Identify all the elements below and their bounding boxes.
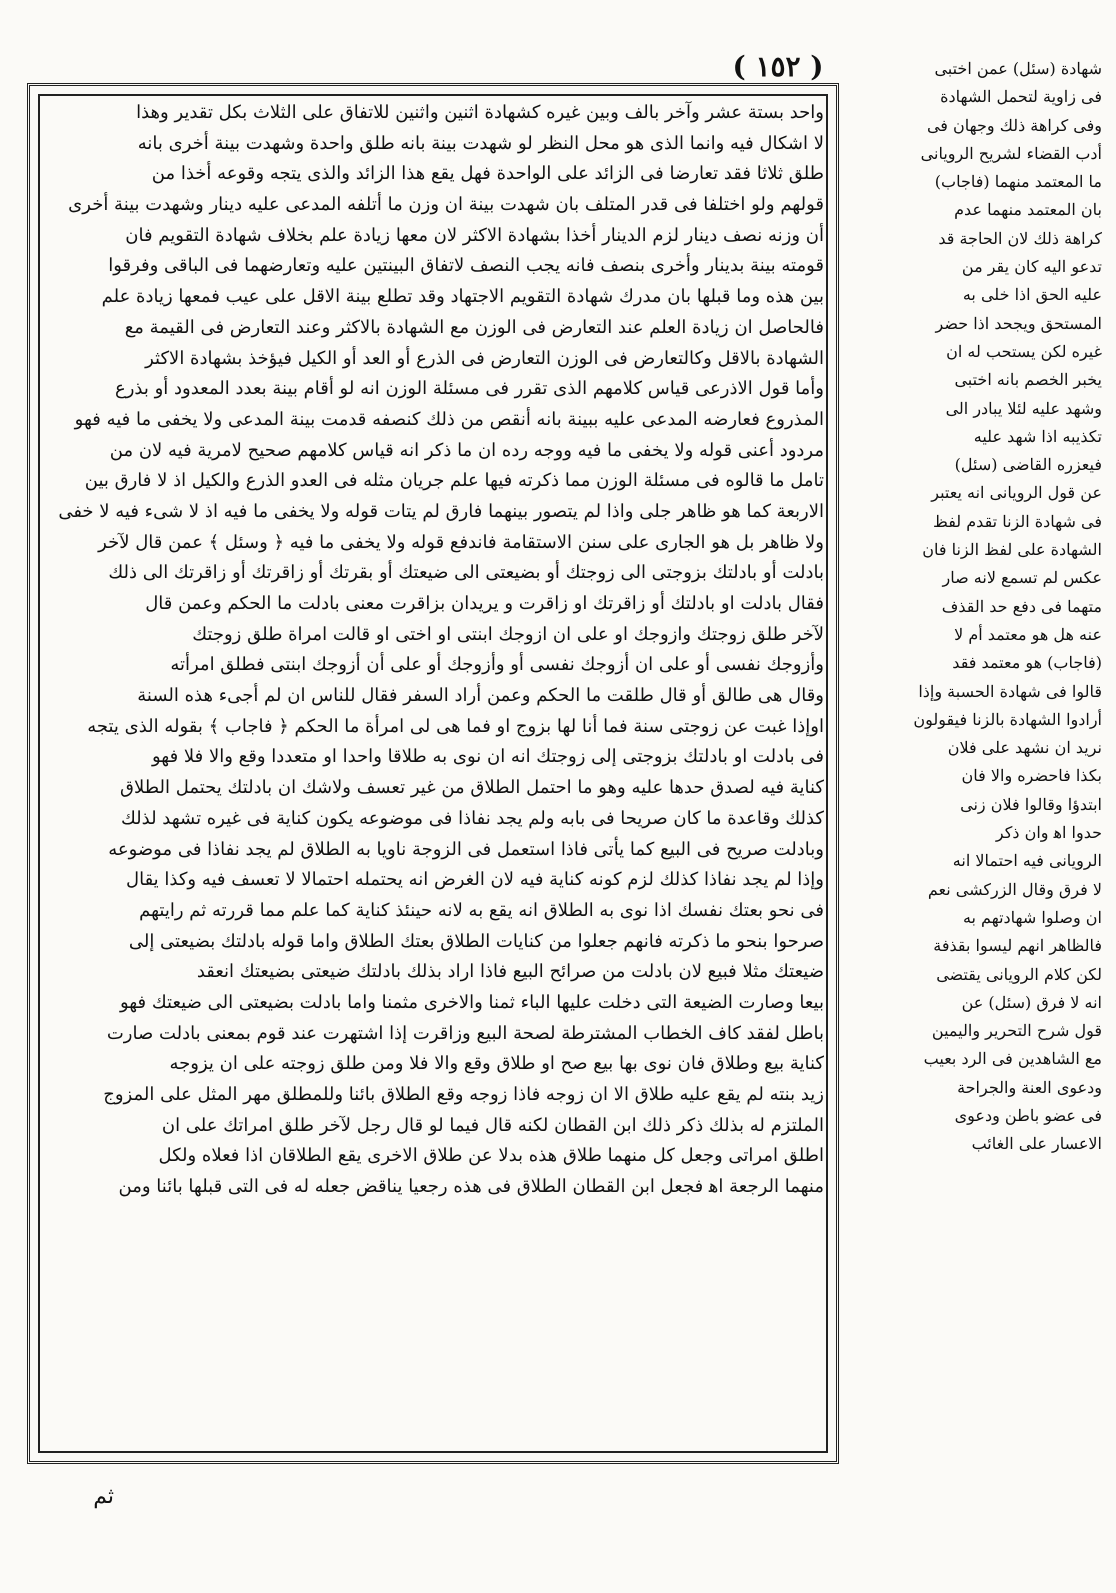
margin-note-line: أرادوا الشهادة بالزنا فيقولون — [913, 709, 1102, 729]
margin-note-line: يخبر الخصم بانه اختبى — [954, 370, 1102, 390]
page-number: ( ١٥٢ ) — [732, 50, 824, 83]
main-text-line: صرحوا بنحو ما ذكرته فانهم جعلوا من كنايات الطلاق بعتك الطلاق واما قوله بادلتك بضيعتى إلى — [128, 930, 824, 952]
main-text-line: ضيعتك مثلا فبيع لان بادلت من صرائح البيع فاذا اراد بذلك بادلتك ضيعتى بضيعتك انعقد — [196, 961, 824, 983]
margin-note-line: لا فرق وقال الزركشى نعم — [927, 879, 1102, 899]
main-text-line: وإذا لم يجد نفاذا كذلك لزم كونه كناية فيه لان الغرض انه يحتمله احتمالا لا تعسف فيه وكذا يقال — [126, 869, 824, 891]
main-text-line: الاربعة كما هو ظاهر جلى واذا لم يتصور بينهما فارق لم يتات قوله ولا يخفى ما فيه اذ لا شىء فيه لا خفى — [58, 500, 824, 522]
main-text-line: فى بادلت او بادلتك بزوجتى إلى زوجتك انه ان نوى به طلاقا واحدا او متعددا وقع والا فلا فهو — [151, 746, 824, 768]
margin-note-line: (فاجاب) هو معتمد فقد — [952, 653, 1102, 673]
main-text-line: وأزوجك نفسى أو على ان أزوجك نفسى أو وأزوجك أو على أن أزوجك ابنتى فطلق امرأته — [170, 654, 824, 676]
main-text-line: ولا ظاهر بل هو الجارى على سنن الاستقامة فاندفع قوله ولا يخفى ما فيه ﴿ وسئل ﴾ عمن قال لآخر — [98, 531, 824, 553]
main-text-line: لا اشكال فيه وانما الذى هو محل النظر لو شهدت بينة بانه طلق واحدة وشهدت بينة أخرى بانه — [137, 132, 824, 154]
main-text-line: كناية بيع وطلاق فان نوى بها بيع صح او طلاق وقع والا فلا ومن طلق زوجته على ان يزوجه — [169, 1053, 824, 1075]
margin-note-line: فى شهادة الزنا تقدم لفظ — [933, 511, 1102, 531]
main-text-line: واحد بستة عشر وآخر بالف وبين غيره كشهادة اثنين واثنين للاتفاق على الثلاث بكل تقدير وهذا — [136, 102, 824, 123]
main-text-line: منهما الرجعة اﻫ فجعل ابن القطان الطلاق فى هذه رجعيا يناقض جعله له فى التى قبلها بائنا ومن — [118, 1176, 824, 1198]
margin-note-line: فالظاهر انهم ليسوا بقذفة — [933, 936, 1102, 956]
margin-note-line: فى عضو باطن ودعوى — [954, 1105, 1102, 1125]
margin-note-line: الشهادة على لفظ الزنا فان — [922, 540, 1102, 560]
margin-note-line: بان المعتمد منهما عدم — [954, 200, 1102, 220]
margin-note-line: وشهد عليه لئلا يبادر الى — [945, 398, 1102, 418]
main-text-line: لآخر طلق زوجتك وازوجك او على ان ازوجك ابنتى او اختى او قالت امراة طلق زوجتك — [192, 623, 824, 645]
margin-note-line: حدوا اﻫ وان ذكر — [995, 823, 1102, 843]
margin-note-line: قول شرح التحرير واليمين — [931, 1021, 1102, 1041]
main-text-line: بين هذه وما قبلها بان مدرك شهادة التقويم الاجتهاد وقد تطلع بينة الاقل على عيب فمعها زيادة علم — [101, 286, 824, 308]
margin-note-line: عليه الحق اذا خلى به — [962, 285, 1102, 305]
main-text-line: تامل ما قالوه فى مسئلة الوزن مما ذكرته فيها علم جريان مثله فى العدو الذرع والكيل اذ لا فارق بين — [84, 470, 824, 492]
margin-note-line: وفى كراهة ذلك وجهان فى — [926, 115, 1102, 135]
main-text-line: كذلك وقاعدة ما كان صريحا فى بابه ولم يجد نفاذا فى موضوعه يكون كناية فى غيره تشهد لذلك — [120, 807, 824, 829]
marginal-notes — [846, 55, 1102, 1473]
margin-note-line: كراهة ذلك لان الحاجة قد — [938, 228, 1102, 248]
margin-note-line: عن قول الرويانى انه يعتبر — [931, 483, 1102, 503]
margin-note-line: المستحق ويجحد اذا حضر — [935, 313, 1102, 333]
margin-note-line: الرويانى فيه احتمالا انه — [952, 851, 1102, 871]
main-text-block — [44, 98, 824, 1456]
margin-note-line: لكن كلام الرويانى يقتضى — [936, 964, 1102, 984]
main-text-line: كناية فيه لصدق حدها عليه وهو ما احتمل الطلاق من غير تعسف ولاشك ان بادلتك يحتمل الطلاق — [120, 777, 824, 799]
margin-note-line: فيعزره القاضى (سئل) — [954, 455, 1102, 475]
margin-note-line: عنه هل هو معتمد أم لا — [954, 624, 1102, 644]
margin-note-line: تكذيبه اذا شهد عليه — [973, 426, 1102, 446]
margin-note-line: بكذا فاحضره والا فان — [961, 766, 1102, 786]
main-text-line: المذروع فعارضه المدعى عليه ببينة بانه أنقص من ذلك كنصفه قدمت بينة المدعى ولا يخفى ما فيه فهو — [74, 408, 824, 430]
margin-note-line: غيره لكن يستحب له ان — [946, 341, 1102, 361]
main-text-line: باطل لفقد كاف الخطاب المشترطة لصحة البيع وزاقرت إذا اشتهرت عند قوم بمعنى بادلت صارت — [106, 1022, 824, 1044]
main-text-line: مردود أعنى قوله ولا يخفى ما فيه ووجه رده ان ما ذكر انه قياس كلامهم صحيح لامرية فيه لان من — [109, 439, 824, 461]
margin-note-line: ان وصلوا شهادتهم به — [962, 907, 1102, 927]
main-text-line: فالحاصل ان زيادة العلم عند التعارض فى الوزن مع الشهادة بالاكثر وعند التعارض فى القيمة مع — [124, 316, 824, 338]
margin-note-line: ابتدؤا وقالوا فلان زنى — [960, 794, 1102, 814]
margin-note-line: تدعو اليه كان يقر من — [961, 257, 1102, 277]
main-text-line: أن وزنه نصف دينار لزم الدينار أخذا بشهادة الاكثر لان معها زيادة علم بخلاف شهادة التقويم فان — [125, 224, 824, 246]
margin-note-line: قالوا فى شهادة الحسبة وإذا — [918, 681, 1102, 701]
main-text-line: وبادلت صريح فى البيع كما يأتى فاذا استعمل فى الزوجة ناويا به الطلاق لم يجد نفاذا فى موضوعه — [108, 838, 824, 860]
main-text-line: فى نحو بعتك نفسك اذا نوى به الطلاق انه يقع به لانه حينئذ كناية كما علم مما قررته ثم رايتهم — [139, 899, 824, 921]
margin-note-line: ودعوى العنة والجراحة — [957, 1077, 1102, 1097]
margin-note-line: شهادة (سئل) عمن اختبى — [934, 59, 1102, 78]
main-text-line: الملتزم له بذلك ذكر ذلك ابن القطان لكنه قال فيما لو قال رجل لآخر طلق امراتك على ان — [161, 1114, 824, 1136]
main-text-line: بيعا وصارت الضيعة التى دخلت عليها الباء ثمنا والاخرى مثمنا واما بادلت بضيعتى الى ضيعتك فهو — [119, 991, 824, 1013]
main-text-line: فقال بادلت او بادلتك أو زاقرتك او زاقرت و يريدان بزاقرت معنى بادلت ما الحكم وعمن قال — [145, 593, 824, 614]
main-text-line: قولهم ولو اختلفا فى قدر المتلف بان شهدت بينة ان وزن ما أتلفه المدعى عليه دينار وشهدت بينة أخرى — [68, 194, 824, 216]
main-text-line: طلق ثلاثا فقد تعارضا فى الزائد على الواحدة فهل يقع هذا الزائد والذى يتجه وقوعه أخذا من — [151, 163, 824, 185]
margin-note-line: عكس لم تسمع لانه صار — [942, 568, 1102, 588]
main-text-line: وأما قول الاذرعى قياس كلامهم الذى تقرر فى مسئلة الوزن انه لو أقام بينة بعدد المعدود أو بذرع — [115, 378, 824, 400]
margin-note-line: أدب القضاء لشريح الرويانى — [920, 143, 1102, 163]
margin-note-line: الاعسار على الغائب — [971, 1134, 1102, 1154]
main-text-line: الشهادة بالاقل وكالتعارض فى الوزن التعارض فى الذرع أو العد أو الكيل فيؤخذ بشهادة الاكثر — [145, 347, 824, 369]
main-text-line: اطلق امراتى وجعل كل منهما طلاق هذه بدلا عن طلاق الاخرى يقع الطلاقان اذا فعلاه ولكل — [158, 1145, 824, 1167]
main-text-line: قومته بينة بدينار وأخرى بنصف فانه يجب النصف لاتفاق البينتين عليه وتعارضهما فى الباقى وفرقوا — [108, 255, 824, 277]
margin-note-line: نريد ان نشهد على فلان — [947, 738, 1102, 758]
margin-note-line: مع الشاهدين فى الرد بعيب — [923, 1049, 1102, 1069]
main-text-line: اوإذا غبت عن زوجتى سنة فما أنا لها بزوج او فما هى لى امرأة ما الحكم ﴿ فاجاب ﴾ بقوله الذى يتجه — [87, 715, 824, 737]
margin-note-line: ما المعتمد منهما (فاجاب) — [934, 172, 1102, 192]
margin-note-line: فى زاوية لتحمل الشهادة — [940, 87, 1102, 107]
margin-note-line: انه لا فرق (سئل) عن — [961, 992, 1102, 1012]
main-text-line: وقال هى طالق أو قال طلقت ما الحكم وعمن أراد السفر فقال للناس ان لم أجىء هذه السنة — [137, 685, 824, 707]
catchword: ثم — [93, 1484, 114, 1509]
main-text-line: زيد بنته لم يقع عليه طلاق الا ان زوجه فاذا زوجه وقع الطلاق بائنا وللمطلق مهر المثل على المزوج — [103, 1084, 824, 1105]
margin-note-line: متهما فى دفع حد القذف — [941, 596, 1102, 616]
main-text-line: بادلت أو بادلتك بزوجتى الى زوجتك أو بضيعتى الى ضيعتك أو بقرتك أو زاقرتك أو زاقرتك الى ذلك — [108, 562, 824, 584]
